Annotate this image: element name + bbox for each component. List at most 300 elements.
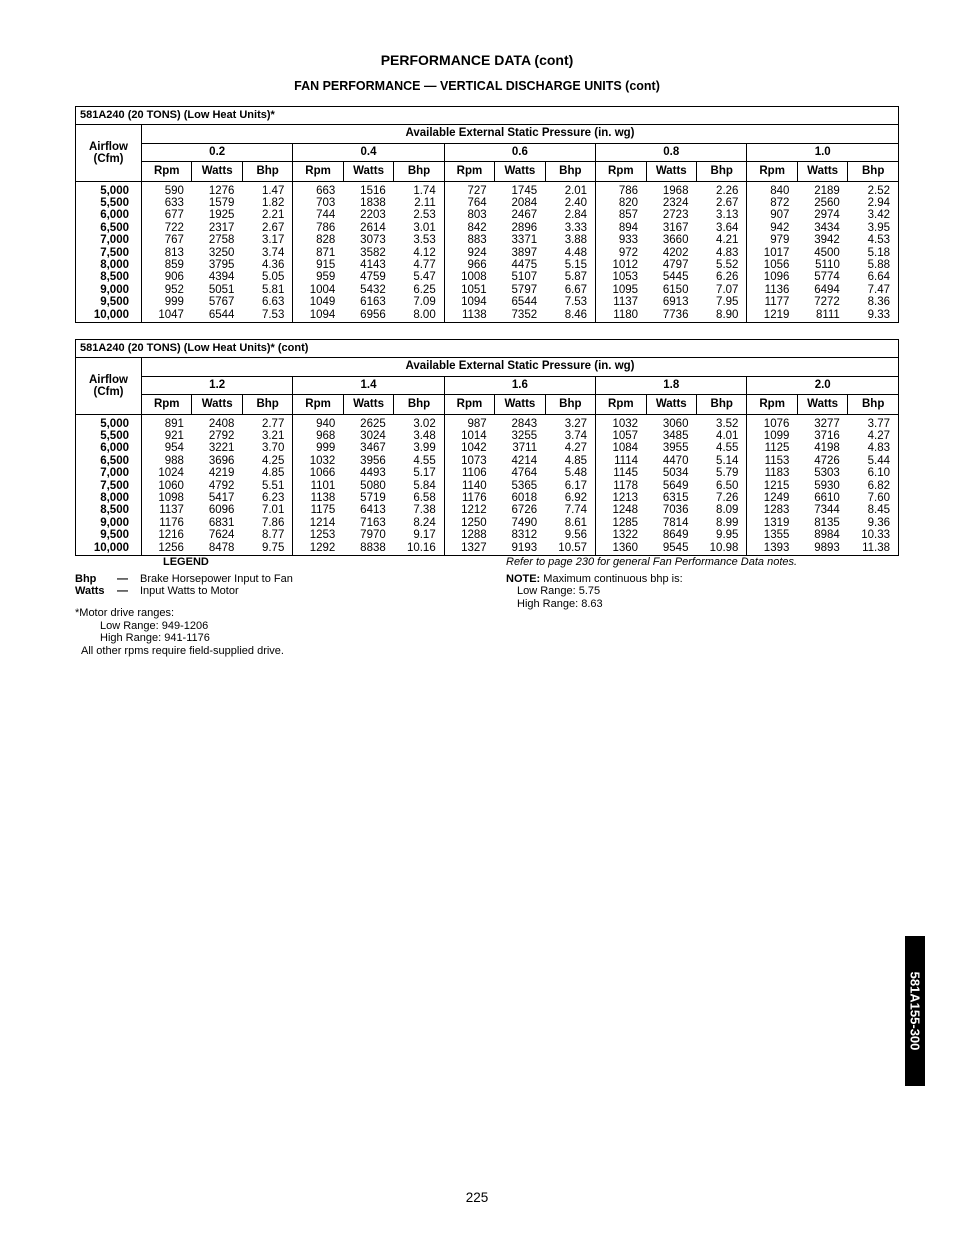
column-header: Watts: [797, 395, 847, 414]
data-cell: 3485: [662, 430, 689, 443]
data-cell: 2.11: [394, 197, 444, 209]
data-cell: 842: [467, 221, 487, 234]
data-cell: 5.05: [242, 271, 292, 283]
data-cell: 6.63: [242, 296, 292, 308]
data-cell: 2614: [360, 221, 386, 234]
data-cell: 1066: [309, 467, 336, 480]
data-cell: 5.51: [242, 480, 292, 492]
column-header: Bhp: [242, 162, 292, 181]
note-label: NOTE:: [506, 573, 541, 585]
data-cell: 8838: [360, 541, 386, 554]
data-cell: 5417: [208, 492, 235, 505]
table-row: [76, 271, 899, 283]
data-cell: 3956: [360, 454, 386, 467]
data-cell: 4198: [814, 442, 840, 455]
airflow-cell: 8,500: [76, 504, 142, 516]
data-cell: 703: [316, 197, 336, 210]
data-cell: 2843: [511, 417, 538, 430]
data-cell: 7.01: [242, 504, 292, 516]
data-cell: 5774: [814, 271, 840, 284]
data-cell: 9545: [662, 541, 689, 554]
data-cell: 663: [316, 184, 336, 197]
column-header: Watts: [192, 162, 242, 181]
data-cell: 4.12: [394, 247, 444, 259]
data-cell: 4.27: [545, 442, 595, 454]
data-cell: 5.17: [394, 467, 444, 479]
data-cell: 1.74: [394, 181, 444, 197]
data-cell: 4500: [814, 246, 840, 259]
data-cell: 8.09: [696, 504, 746, 516]
airflow-cell: 10,000: [76, 542, 142, 556]
data-cell: 9893: [814, 541, 840, 554]
table-row: [76, 442, 899, 454]
data-cell: 8.36: [867, 296, 890, 309]
data-cell: 3716: [814, 430, 840, 443]
data-cell: 871: [316, 246, 336, 259]
airflow-cell: 6,000: [76, 442, 142, 454]
data-cell: 8.90: [696, 309, 746, 323]
data-cell: 4.85: [545, 455, 595, 467]
data-cell: 954: [164, 442, 184, 455]
airflow-label: Airflow: [89, 140, 128, 153]
data-cell: 4792: [208, 479, 235, 492]
airflow-cell: 5,000: [76, 181, 142, 197]
data-cell: 7163: [360, 516, 386, 529]
data-cell: 3073: [360, 234, 386, 247]
data-cell: 7624: [208, 529, 235, 542]
data-cell: 1.47: [242, 181, 292, 197]
data-cell: 1053: [612, 271, 639, 284]
data-cell: 1214: [309, 516, 336, 529]
data-cell: 5930: [814, 479, 840, 492]
data-cell: 2.40: [545, 197, 595, 209]
data-cell: 1101: [310, 479, 336, 492]
data-cell: 9.95: [696, 529, 746, 541]
data-cell: 8.99: [696, 517, 746, 529]
data-cell: 7490: [511, 516, 538, 529]
data-cell: 2974: [814, 209, 840, 222]
aesp-header: Available External Static Pressure (in. wg): [142, 358, 899, 376]
data-cell: 2.67: [242, 222, 292, 234]
data-cell: 5.44: [867, 454, 890, 467]
side-tab-label: 581A155-300: [907, 971, 923, 1051]
data-cell: 1145: [613, 467, 639, 480]
data-cell: 3.21: [242, 430, 292, 442]
data-cell: 1099: [763, 430, 790, 443]
data-cell: 3.70: [242, 442, 292, 454]
data-cell: 1579: [208, 197, 235, 210]
data-cell: 2758: [208, 234, 235, 247]
data-cell: 5797: [511, 283, 538, 296]
data-cell: 4.55: [394, 455, 444, 467]
airflow-unit: (Cfm): [93, 152, 124, 165]
data-cell: 2317: [208, 221, 235, 234]
data-cell: 2.52: [867, 184, 890, 197]
legend-title: LEGEND: [163, 556, 209, 568]
data-cell: 677: [164, 209, 184, 222]
data-cell: 5445: [662, 271, 689, 284]
data-cell: 9193: [511, 541, 538, 554]
data-cell: 8312: [511, 529, 538, 542]
table-row: [76, 309, 899, 323]
data-cell: 5080: [360, 479, 386, 492]
airflow-cell: 6,500: [76, 455, 142, 467]
data-cell: 3.01: [394, 222, 444, 234]
data-cell: 2896: [511, 221, 538, 234]
legend-desc: Input Watts to Motor: [140, 585, 239, 597]
pressure-header: 1.0: [747, 143, 899, 161]
data-cell: 6315: [662, 492, 689, 505]
data-cell: 3.88: [545, 234, 595, 246]
data-cell: 1213: [612, 492, 639, 505]
pressure-header: 1.6: [444, 376, 595, 394]
data-cell: 4.48: [545, 247, 595, 259]
data-cell: 4219: [208, 467, 235, 480]
data-cell: 1137: [159, 504, 184, 517]
data-cell: 633: [164, 197, 184, 210]
data-cell: 2084: [511, 197, 538, 210]
pressure-header: 0.6: [444, 143, 595, 161]
data-cell: 7.86: [242, 517, 292, 529]
data-cell: 907: [770, 209, 790, 222]
data-cell: 786: [618, 184, 639, 197]
table-row: [76, 529, 899, 541]
legend-abbr: Bhp: [75, 573, 97, 585]
data-cell: 6163: [360, 296, 386, 309]
data-cell: 5.79: [696, 467, 746, 479]
data-cell: 8478: [208, 541, 235, 554]
data-cell: 3.33: [545, 222, 595, 234]
data-cell: 3371: [511, 234, 538, 247]
data-cell: 840: [770, 184, 790, 197]
airflow-cell: 7,000: [76, 467, 142, 479]
column-header: Bhp: [545, 395, 595, 414]
data-cell: 2.21: [242, 209, 292, 221]
data-cell: 1047: [158, 308, 184, 321]
data-cell: 5110: [815, 259, 840, 272]
data-cell: 8111: [815, 308, 840, 321]
data-cell: 7.53: [242, 309, 292, 323]
data-cell: 7272: [814, 296, 840, 309]
airflow-cell: 9,000: [76, 284, 142, 296]
data-cell: 6.64: [867, 271, 890, 284]
data-cell: 1125: [764, 442, 790, 455]
motor-low-range: Low Range: 949-1206: [100, 620, 209, 632]
column-header: Watts: [495, 395, 545, 414]
airflow-cell: 7,500: [76, 480, 142, 492]
data-cell: 3.95: [867, 221, 890, 234]
section-subtitle: FAN PERFORMANCE — VERTICAL DISCHARGE UNITS (cont): [294, 79, 660, 93]
data-cell: 5107: [511, 271, 538, 284]
table-row: [76, 181, 899, 197]
data-cell: 7814: [662, 516, 689, 529]
data-cell: 2723: [662, 209, 689, 222]
data-cell: 6.67: [545, 284, 595, 296]
data-cell: 4493: [360, 467, 386, 480]
data-cell: 1049: [309, 296, 336, 309]
column-header: Bhp: [394, 162, 444, 181]
data-cell: 915: [316, 259, 336, 272]
data-cell: 3942: [814, 234, 840, 247]
data-cell: 933: [618, 234, 639, 247]
data-cell: 3.02: [394, 414, 444, 430]
data-cell: 4214: [511, 454, 538, 467]
data-cell: 1256: [158, 541, 184, 554]
pressure-header: 1.2: [142, 376, 293, 394]
data-cell: 1292: [309, 541, 336, 554]
data-cell: 966: [467, 259, 487, 272]
data-cell: 1249: [763, 492, 790, 505]
data-cell: 1096: [763, 271, 790, 284]
data-cell: 1095: [612, 283, 639, 296]
data-cell: 972: [618, 246, 639, 259]
table-row: [76, 247, 899, 259]
data-cell: 4.55: [696, 442, 746, 454]
data-cell: 7736: [662, 308, 689, 321]
data-cell: 4202: [662, 246, 689, 259]
column-header: Watts: [797, 162, 847, 181]
data-cell: 3.27: [545, 414, 595, 430]
airflow-cell: 8,500: [76, 271, 142, 283]
table-row: [76, 504, 899, 516]
data-cell: 8.77: [242, 529, 292, 541]
data-cell: 5.14: [696, 455, 746, 467]
data-cell: 1355: [763, 529, 790, 542]
airflow-label: Airflow: [89, 373, 128, 386]
data-cell: 7.26: [696, 492, 746, 504]
data-cell: 5303: [814, 467, 840, 480]
motor-high-range: High Range: 941-1176: [100, 632, 210, 644]
column-header: Bhp: [696, 162, 746, 181]
data-cell: 8984: [814, 529, 840, 542]
table-row: [76, 222, 899, 234]
data-cell: 1838: [360, 197, 386, 210]
pressure-header: 2.0: [747, 376, 899, 394]
data-cell: 2.53: [394, 209, 444, 221]
table-row: [76, 234, 899, 246]
airflow-cell: 8,000: [76, 492, 142, 504]
data-cell: 5.18: [867, 246, 890, 259]
data-cell: 3.74: [545, 430, 595, 442]
data-cell: 6096: [208, 504, 235, 517]
data-cell: 3250: [208, 246, 235, 259]
data-cell: 1177: [764, 296, 790, 309]
column-header: Bhp: [242, 395, 292, 414]
data-cell: 3255: [511, 430, 538, 443]
data-cell: 820: [618, 197, 639, 210]
data-cell: 5.88: [867, 259, 890, 272]
aesp-header: Available External Static Pressure (in. wg): [142, 125, 899, 143]
data-cell: 2.01: [545, 181, 595, 197]
data-cell: 4.83: [696, 247, 746, 259]
note-text: Maximum continuous bhp is:: [540, 573, 683, 585]
data-cell: 4475: [511, 259, 538, 272]
column-header: Rpm: [596, 395, 646, 414]
side-tab: [905, 936, 925, 1086]
data-cell: 3434: [814, 221, 840, 234]
airflow-cell: 7,500: [76, 247, 142, 259]
pressure-header: 1.4: [293, 376, 444, 394]
data-cell: 959: [316, 271, 336, 284]
pressure-header: 0.2: [142, 143, 293, 161]
data-cell: 4797: [662, 259, 689, 272]
data-cell: 1327: [461, 541, 487, 554]
data-cell: 1212: [461, 504, 487, 517]
data-cell: 3.42: [867, 209, 890, 222]
data-cell: 3.77: [867, 417, 890, 430]
column-header: Rpm: [293, 395, 343, 414]
data-cell: 3711: [512, 442, 538, 455]
data-cell: 1968: [662, 184, 689, 197]
data-cell: 4726: [814, 454, 840, 467]
data-cell: 5.47: [394, 271, 444, 283]
data-cell: 2189: [814, 184, 840, 197]
data-cell: 3221: [208, 442, 235, 455]
data-cell: 1060: [158, 479, 184, 492]
data-cell: 1283: [763, 504, 790, 517]
data-cell: 7970: [360, 529, 386, 542]
data-cell: 857: [618, 209, 639, 222]
data-cell: 8.45: [867, 504, 890, 517]
data-cell: 3.13: [696, 209, 746, 221]
data-cell: 5432: [360, 283, 386, 296]
data-cell: 968: [316, 430, 336, 443]
airflow-cell: 9,500: [76, 529, 142, 541]
data-cell: 1051: [461, 283, 487, 296]
data-cell: 828: [316, 234, 336, 247]
data-cell: 9.17: [394, 529, 444, 541]
data-cell: 4.77: [394, 259, 444, 271]
airflow-cell: 6,500: [76, 222, 142, 234]
data-cell: 999: [316, 442, 336, 455]
legend-item-bhp: [75, 573, 293, 586]
table-row: [76, 480, 899, 492]
data-cell: 891: [164, 417, 184, 430]
data-cell: 921: [164, 430, 184, 443]
data-cell: 7.38: [394, 504, 444, 516]
data-cell: 1745: [511, 184, 538, 197]
data-cell: 8.00: [394, 309, 444, 323]
table-row: [76, 414, 899, 430]
data-cell: 7.74: [545, 504, 595, 516]
data-cell: 2.84: [545, 209, 595, 221]
data-cell: 7352: [511, 308, 538, 321]
pressure-header: 0.8: [596, 143, 747, 161]
data-cell: 744: [316, 209, 336, 222]
data-cell: 1516: [360, 184, 386, 197]
data-cell: 6018: [511, 492, 538, 505]
table-row: [76, 517, 899, 529]
column-header: Bhp: [848, 395, 899, 414]
data-cell: 5365: [511, 479, 538, 492]
data-cell: 6913: [662, 296, 689, 309]
data-cell: 859: [164, 259, 184, 272]
data-cell: 813: [164, 246, 184, 259]
column-header: Watts: [343, 395, 393, 414]
data-cell: 5649: [662, 479, 689, 492]
data-cell: 1322: [612, 529, 639, 542]
data-cell: 6.50: [696, 480, 746, 492]
data-cell: 1056: [763, 259, 790, 272]
data-cell: 1248: [612, 504, 639, 517]
data-cell: 4759: [360, 271, 386, 284]
data-cell: 7.07: [696, 284, 746, 296]
data-cell: 5.15: [545, 259, 595, 271]
data-cell: 6831: [208, 516, 235, 529]
data-cell: 1288: [461, 529, 487, 542]
airflow-cell: 5,000: [76, 414, 142, 430]
data-cell: 8.24: [394, 517, 444, 529]
legend-abbr: Watts: [75, 585, 105, 597]
data-cell: 987: [467, 417, 487, 430]
data-cell: 952: [164, 283, 184, 296]
data-cell: 1183: [764, 467, 790, 480]
data-cell: 1004: [309, 283, 336, 296]
data-cell: 1319: [763, 516, 790, 529]
data-cell: 1180: [613, 308, 639, 321]
data-cell: 2560: [814, 197, 840, 210]
data-cell: 7.53: [545, 296, 595, 308]
column-header: Watts: [343, 162, 393, 181]
table-caption: 581A240 (20 TONS) (Low Heat Units)* (cont): [76, 340, 899, 358]
data-cell: 3955: [662, 442, 689, 455]
data-cell: 1215: [763, 479, 790, 492]
data-cell: 1219: [763, 308, 790, 321]
data-cell: 1138: [310, 492, 336, 505]
data-cell: 10.16: [394, 542, 444, 556]
data-cell: 1094: [309, 308, 336, 321]
data-cell: 11.38: [862, 541, 890, 554]
data-cell: 4143: [360, 259, 386, 272]
data-cell: 3696: [208, 454, 235, 467]
data-cell: 1178: [613, 479, 639, 492]
data-cell: 4.53: [867, 234, 890, 247]
data-cell: 1012: [612, 259, 639, 272]
legend-item-watts: [75, 585, 239, 598]
data-cell: 1098: [158, 492, 184, 505]
data-cell: 924: [467, 246, 487, 259]
data-cell: 1014: [461, 430, 487, 443]
data-cell: 9.75: [242, 542, 292, 556]
table-row: [76, 492, 899, 504]
data-cell: 6544: [208, 308, 235, 321]
data-cell: 2203: [360, 209, 386, 222]
data-cell: 9.33: [867, 308, 890, 321]
data-cell: 1042: [461, 442, 487, 455]
data-cell: 10.57: [545, 542, 595, 556]
airflow-header: [76, 125, 142, 181]
data-cell: 4394: [208, 271, 235, 284]
data-cell: 3024: [360, 430, 386, 443]
column-header: Watts: [646, 395, 696, 414]
refer-note: Refer to page 230 for general Fan Performance Data notes.: [506, 556, 798, 568]
data-cell: 3.17: [242, 234, 292, 246]
data-cell: 940: [316, 417, 336, 430]
data-cell: 5.48: [545, 467, 595, 479]
data-cell: 1153: [764, 454, 790, 467]
data-cell: 3.99: [394, 442, 444, 454]
data-cell: 1.82: [242, 197, 292, 209]
data-cell: 7.60: [867, 492, 890, 505]
data-cell: 1057: [612, 430, 639, 443]
data-cell: 1176: [461, 492, 487, 505]
motor-other-note: All other rpms require field-supplied drive.: [81, 645, 284, 657]
data-cell: 1250: [461, 516, 487, 529]
data-cell: 979: [770, 234, 790, 247]
column-header: Rpm: [142, 162, 192, 181]
data-cell: 727: [467, 184, 487, 197]
data-cell: 4764: [511, 467, 538, 480]
